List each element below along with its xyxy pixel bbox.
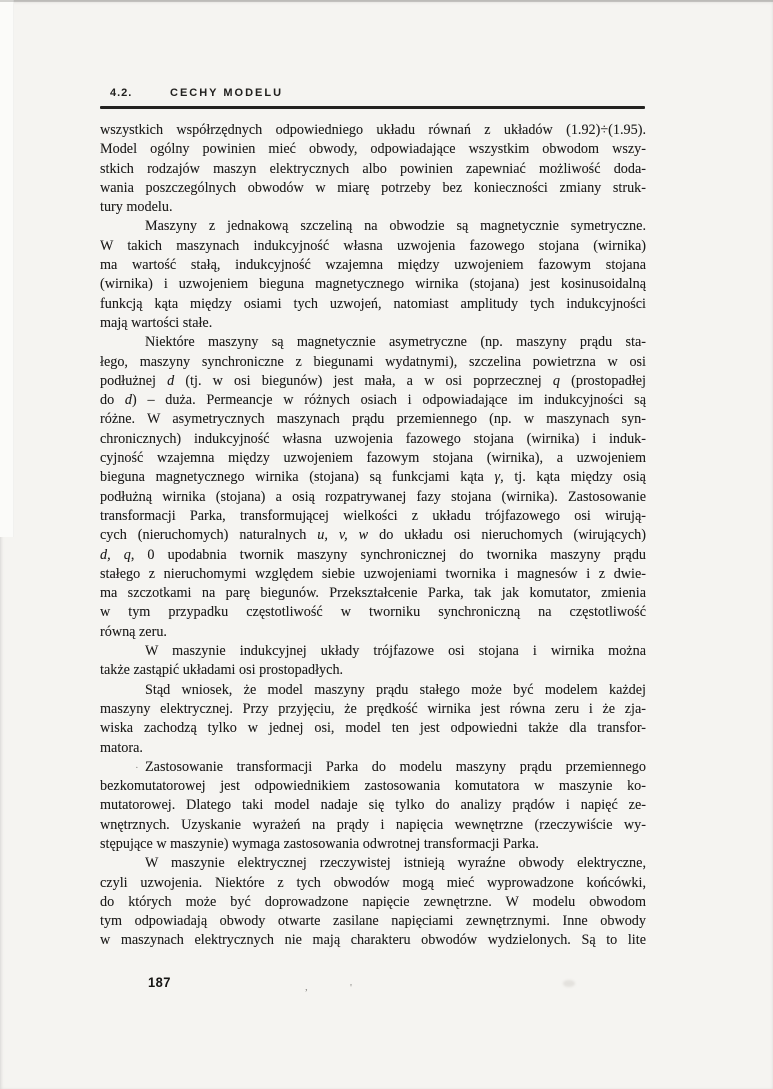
page-number: 187 <box>148 974 171 990</box>
text-line: bieguna magnetycznego wirnika (stojana) są funkcjami kąta γ, tj. kąta między osią <box>100 469 646 486</box>
text-line: także zastąpić układami osi prostopadłych. <box>100 662 344 679</box>
text-line: funkcją kąta między osiami tych uzwojeń, natomiast amplitudy tych indukcyjności <box>100 295 646 312</box>
text-line: podłużną wirnika (stojana) a osią rozpatrywanej fazy stojana (wirnika). Zastosowanie <box>100 488 646 505</box>
scan-speck: , <box>305 981 308 993</box>
text-line: bezkomutatorowej jest odpowiednikiem zastosowania komutatora w maszynie ko- <box>100 778 646 795</box>
text-line: wnętrznych. Uzyskanie wyrażeń na prądy i napięcia wewnętrzne (rzeczywiście wy- <box>100 816 646 833</box>
text-line: wszystkich współrzędnych odpowiedniego układu równań z układów (1.92)÷(1.95). <box>100 122 646 138</box>
text-line: tym odpowiadają obwody otwarte zasilane napięciami zewnętrznymi. Inne obwody <box>100 913 646 930</box>
text-line: różne. W asymetrycznych maszynach prądu przemiennego (np. w maszynach syn- <box>100 411 646 428</box>
header-rule <box>100 106 645 109</box>
text-line: Stąd wniosek, że model maszyny prądu stałego może być modelem każdej <box>145 681 646 698</box>
scan-smudge <box>563 980 575 987</box>
text-line: równą zeru. <box>100 623 167 640</box>
text-line: mutatorowej. Dlatego taki model nadaje się tylko do analizy prądów i napięć ze- <box>100 797 646 814</box>
section-title: CECHY MODELU <box>170 87 284 99</box>
text-line: Niektóre maszyny są magnetycznie asymetryczne (np. maszyny prądu sta- <box>145 334 646 351</box>
scan-speck: · <box>135 762 139 774</box>
scan-speck: ' <box>350 982 352 994</box>
text-line: łego, maszyny synchroniczne z biegunami wydatnymi), szczelina powietrzna w osi <box>100 353 646 370</box>
text-line: stępujące w maszynie) wymaga zastosowania odwrotnej transformacji Parka. <box>100 835 539 852</box>
text-line: do których może być doprowadzone napięcie zewnętrzne. W modelu obwodom <box>100 893 646 910</box>
text-line: podłużnej d (tj. w osi biegunów) jest mała, a w osi poprzecznej q (prostopadłej <box>100 372 646 389</box>
text-line: w tym przypadku częstotliwość w tworniku synchroniczną na częstotliwość <box>100 604 646 621</box>
text-line: W maszynie elektrycznej rzeczywistej istnieją wyraźne obwody elektryczne, <box>145 855 646 872</box>
scan-edge-top <box>0 0 773 2</box>
text-line: transformacji Parka, transformującej wielkości z układu trójfazowego osi wirują- <box>100 507 646 524</box>
section-number: 4.2. <box>110 87 133 99</box>
text-line: Maszyny z jednakową szczeliną na obwodzie są magnetycznie symetryczne. <box>145 218 646 235</box>
text-line: stkich rodzajów maszyn elektrycznych albo powinien zapewniać możliwość doda- <box>100 160 646 177</box>
text-line: cych (nieruchomych) naturalnych u, v, w do układu osi nieruchomych (wirujących) <box>100 527 646 544</box>
text-line: matora. <box>100 739 143 756</box>
text-line: mają wartości stałe. <box>100 314 213 331</box>
text-line: chronicznych) indukcyjność własna uzwojenia fazowego stojana (wirnika) i induk- <box>100 430 646 447</box>
text-line: W maszynie indukcyjnej układy trójfazowe osi stojana i wirnika można <box>145 643 646 660</box>
text-line: maszyny elektrycznej. Przy przyjęciu, że prędkość wirnika jest równa zeru i że zja- <box>100 700 646 717</box>
text-line: stałego z nieruchomymi względem siebie uzwojeniami twornika i magnesów i z dwie- <box>100 565 646 582</box>
text-line: W takich maszynach indukcyjność własna uzwojenia fazowego stojana (wirnika) <box>100 237 646 254</box>
text-line: do d) – duża. Permeancje w różnych osiach i odpowiadające im indukcyjności są <box>100 392 646 409</box>
text-line: czyli uzwojenia. Niektóre z tych obwodów mogą mieć wyprowadzone końcówki, <box>100 874 646 891</box>
text-line: (wirnika) i uzwojeniem bieguna magnetycznego wirnika (stojana) jest kosinusoidalną <box>100 276 646 293</box>
section-header <box>110 87 284 99</box>
scan-edge-left <box>0 0 14 537</box>
text-line: tury modelu. <box>100 199 173 216</box>
text-line: Zastosowanie transformacji Parka do modelu maszyny prądu przemiennego <box>145 758 646 775</box>
text-line: wania poszczególnych obwodów w miarę potrzeby bez konieczności zmiany struk- <box>100 179 646 196</box>
text-line: ma szczotkami na parę biegunów. Przekształcenie Parka, tak jak komutator, zmienia <box>100 585 646 602</box>
text-line: cyjność wzajemna między uzwojeniem fazowym stojana (wirnika), a uzwojeniem <box>100 450 646 467</box>
text-line: Model ogólny powinien mieć obwody, odpowiadające wszystkim obwodom wszy- <box>100 141 646 158</box>
text-line: w maszynach elektrycznych nie mają charakteru obwodów wydzielonych. Są to lite <box>100 932 646 949</box>
body-text <box>100 121 646 951</box>
text-line: ma wartość stałą, indukcyjność wzajemna między uzwojeniem fazowym stojana <box>100 257 646 274</box>
text-line: d, q, 0 upodabnia twornik maszyny synchronicznej do twornika maszyny prądu <box>100 546 646 563</box>
text-line: wiska zachodzą tylko w jednej osi, model ten jest odpowiedni także dla transfor- <box>100 720 646 737</box>
